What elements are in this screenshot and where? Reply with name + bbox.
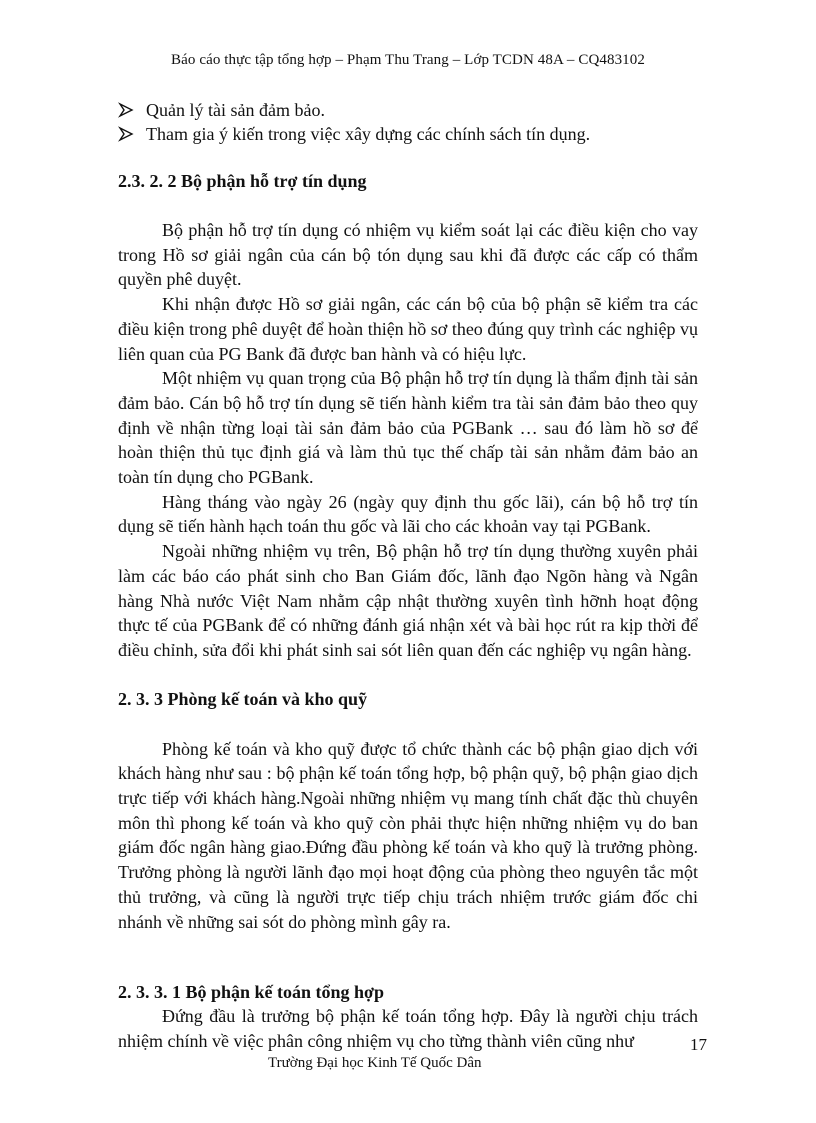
page-number: 17	[690, 1035, 707, 1054]
paragraph: Hàng tháng vào ngày 26 (ngày quy định thu gốc lãi), cán bộ hỗ trợ tín dụng sẽ tiến hành hạch toán thu gốc và lãi cho các khoản vay tại PGBank.	[118, 491, 698, 537]
paragraph: Ngoài những nhiệm vụ trên, Bộ phận hỗ trợ tín dụng thường xuyên phải làm các báo cáo phát sinh cho Ban Giám đốc, lãnh đạo Ngõn hàng và Ngân hàng Nhà nước Việt Nam nhằm cập nhật thường xuyên tình hỡnh hoạt động thực tế của PGBank để có những đánh giá nhận xét và bài học rút ra kịp thời để điều chỉnh, sửa đổi khi phát sinh sai sót liên quan đến các nghiệp vụ ngân hàng.	[118, 541, 698, 660]
paragraph: Bộ phận hỗ trợ tín dụng có nhiệm vụ kiểm soát lại các điều kiện cho vay trong Hồ sơ giải ngân của cán bộ tón dụng sau khi đã được các cấp có thẩm quyền phê duyệt.	[118, 220, 698, 290]
page-footer: Trường Đại học Kinh Tế Quốc Dân	[268, 1055, 482, 1071]
bullet-item	[118, 98, 698, 122]
bullet-item	[118, 122, 698, 146]
paragraph: Một nhiệm vụ quan trọng của Bộ phận hỗ trợ tín dụng là thẩm định tài sản đảm bảo. Cán bộ hỗ trợ tín dụng sẽ tiến hành kiểm tra tài sản đảm bảo theo quy định về nhận từng loại tài sản đảm bảo của PGBank … sau đó làm hồ sơ để hoàn thiện thủ tục định giá và làm thủ tục thế chấp tài sản nhằm đảm bảo an toàn tín dụng cho PGBank.	[118, 368, 698, 488]
paragraph: Phòng kế toán và kho quỹ được tổ chức thành các bộ phận giao dịch với khách hàng như sau : bộ phận kế toán tổng hợp, bộ phận quỹ, bộ phận giao dịch trực tiếp với khách hàng.Ngoài những nhiệm vụ mang tính chất đặc thù chuyên môn thì phong kế toán và kho quỹ còn phải thực hiện những nhiệm vụ do ban giám đốc ngân hàng giao.Đứng đầu phòng kế toán và kho quỹ là trưởng phòng. Trưởng phòng là người lãnh đạo mọi hoạt động của phòng theo nguyên tắc một thủ trưởng, và cũng là người trực tiếp chịu trách nhiệm trước giám đốc chi nhánh về những sai sót do phòng mình gây ra.	[118, 738, 698, 932]
paragraph: Đứng đầu là trưởng bộ phận kế toán tổng hợp. Đây là người chịu trách nhiệm chính về việc phân công nhiệm vụ cho từng thành viên cũng như	[118, 1006, 698, 1051]
section-heading-2322: 2.3. 2. 2 Bộ phận hỗ trợ tín dụng	[118, 171, 367, 191]
arrow-bullet-icon	[118, 102, 134, 118]
page-header: Báo cáo thực tập tổng hợp – Phạm Thu Trang – Lớp TCDN 48A – CQ483102	[171, 52, 645, 68]
section-heading-2331: 2. 3. 3. 1 Bộ phận kế toán tổng hợp	[118, 982, 385, 1003]
section-heading-233: 2. 3. 3 Phòng kế toán và kho quỹ	[118, 688, 368, 709]
page-body	[118, 98, 698, 1054]
arrow-bullet-icon	[118, 126, 134, 142]
bullet-text: Quản lý tài sản đảm bảo.	[146, 100, 325, 120]
bullet-text: Tham gia ý kiến trong việc xây dựng các chính sách tín dụng.	[146, 124, 591, 144]
paragraph: Khi nhận được Hồ sơ giải ngân, các cán bộ của bộ phận sẽ kiểm tra các điều kiện trong phê duyệt để hoàn thiện hồ sơ theo đúng quy trình các nghiệp vụ liên quan của PG Bank đã được ban hành và có hiệu lực.	[118, 294, 698, 364]
